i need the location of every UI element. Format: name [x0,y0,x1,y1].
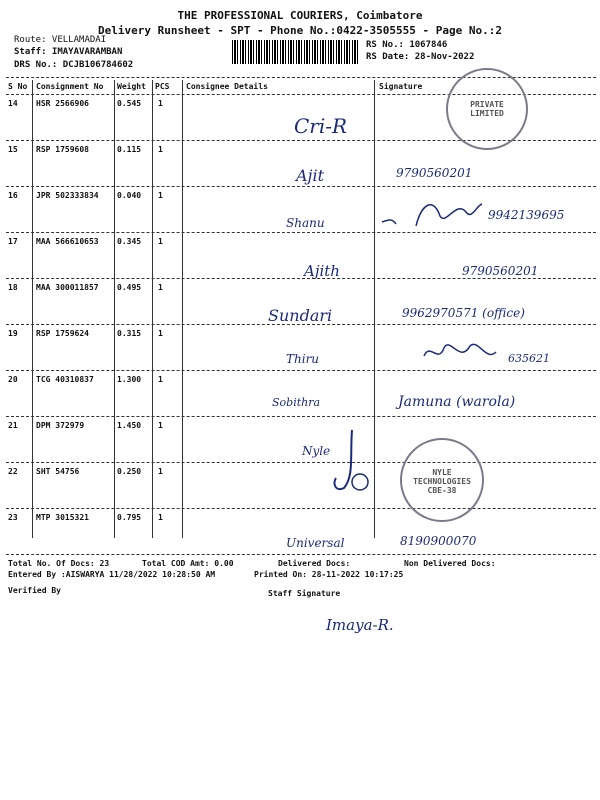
row-rule [6,462,596,463]
staff-signature-label: Staff Signature [268,589,341,598]
row-consignment: JPR 502333834 [36,191,99,200]
company-stamp: PRIVATE LIMITED [446,68,528,150]
row-rule [6,324,596,325]
row-pcs: 1 [158,191,163,200]
row-consignment: RSP 1759624 [36,329,89,338]
row-sno: 22 [8,467,18,476]
consignee-handwriting: Shanu [286,216,325,230]
drs-number: DRS No.: DCJB106784602 [14,60,134,70]
delivered-docs: Delivered Docs: [278,559,351,568]
col-sep [114,80,115,538]
printed-on: Printed On: 28-11-2022 10:17:25 [254,570,404,579]
total-docs: Total No. Of Docs: 23 [8,559,110,568]
row-weight: 0.250 [117,467,142,476]
verified-by-label: Verified By [8,586,61,595]
row-pcs: 1 [158,237,163,246]
col-header-consignee: Consignee Details [186,82,268,91]
row-weight: 0.115 [117,145,142,154]
row-rule [6,278,596,279]
row-pcs: 1 [158,145,163,154]
company-stamp: NYLE TECHNOLOGIES CBE-38 [400,438,484,522]
row-weight: 0.040 [117,191,142,200]
row-consignment: HSR 2566906 [36,99,89,108]
col-header-consignment: Consignment No [36,82,104,91]
row-sno: 17 [8,237,18,246]
handwritten-mark [330,426,370,496]
col-header-sno: S No [8,82,28,91]
consignee-handwriting: Sundari [268,306,333,325]
staff-signature-handwriting: Imaya-R. [326,616,394,634]
consignee-handwriting: Ajit [296,166,325,185]
consignee-handwriting: Sobithra [272,396,321,409]
signature-scribble [420,334,500,370]
barcode [232,40,358,64]
row-consignment: MTP 3015321 [36,513,89,522]
total-cod: Total COD Amt: 0.00 [142,559,234,568]
col-sep [374,80,375,538]
row-sno: 23 [8,513,18,522]
row-weight: 0.345 [117,237,142,246]
row-consignment: TCG 40310837 [36,375,94,384]
row-consignment: MAA 566610653 [36,237,99,246]
row-sno: 18 [8,283,18,292]
row-pcs: 1 [158,375,163,384]
row-weight: 0.795 [117,513,142,522]
row-weight: 1.300 [117,375,142,384]
signature-handwriting: 9790560201 [462,264,539,278]
row-consignment: SHT 54756 [36,467,80,476]
row-consignment: DPM 372979 [36,421,85,430]
row-sno: 21 [8,421,18,430]
entered-by: Entered By :AISWARYA 11/28/2022 10:28:50 AM [8,570,216,579]
non-delivered-docs: Non Delivered Docs: [404,559,496,568]
col-sep [152,80,153,538]
row-pcs: 1 [158,329,163,338]
col-sep [32,80,33,538]
company-title: THE PROFESSIONAL COURIERS, Coimbatore [177,9,423,22]
consignee-handwriting: Nyle [302,444,331,458]
signature-handwriting: 9790560201 [396,166,473,180]
row-weight: 0.545 [117,99,142,108]
signature-handwriting: 8190900070 [400,534,477,548]
signature-scribble [376,196,486,236]
row-consignment: MAA 300011857 [36,283,99,292]
row-weight: 0.495 [117,283,142,292]
rs-number: RS No.: 1067846 [366,40,448,50]
row-sno: 16 [8,191,18,200]
consignee-handwriting: Ajith [304,262,340,280]
row-rule [6,186,596,187]
rs-date: RS Date: 28-Nov-2022 [366,52,475,62]
row-sno: 19 [8,329,18,338]
row-sno: 14 [8,99,18,108]
row-pcs: 1 [158,421,163,430]
consignee-handwriting: Universal [286,536,345,550]
signature-handwriting: Jamuna (warola) [398,394,516,410]
row-weight: 1.450 [117,421,142,430]
signature-handwriting: 9962970571 (office) [402,306,525,320]
runsheet-title: Delivery Runsheet - SPT - Phone No.:0422-3505555 - Page No.:2 [98,24,502,37]
row-rule [6,508,596,509]
col-sep [182,80,183,538]
footer-rule [6,554,596,555]
row-consignment: RSP 1759608 [36,145,89,154]
row-pcs: 1 [158,99,163,108]
row-rule [6,370,596,371]
row-rule [6,416,596,417]
row-rule [6,232,596,233]
route-label: Route: VELLAMADAI [14,35,107,45]
row-pcs: 1 [158,513,163,522]
consignee-handwriting: Cri-R [294,114,348,138]
consignee-handwriting: Thiru [286,352,320,366]
row-sno: 20 [8,375,18,384]
signature-handwriting: 635621 [508,352,550,365]
signature-handwriting: 9942139695 [488,208,565,222]
col-header-pcs: PCS [155,82,170,91]
col-header-signature: Signature [379,82,423,91]
row-pcs: 1 [158,467,163,476]
row-weight: 0.315 [117,329,142,338]
row-sno: 15 [8,145,18,154]
col-header-weight: Weight [117,82,146,91]
staff-label: Staff: IMAYAVARAMBAN [14,47,123,57]
row-pcs: 1 [158,283,163,292]
